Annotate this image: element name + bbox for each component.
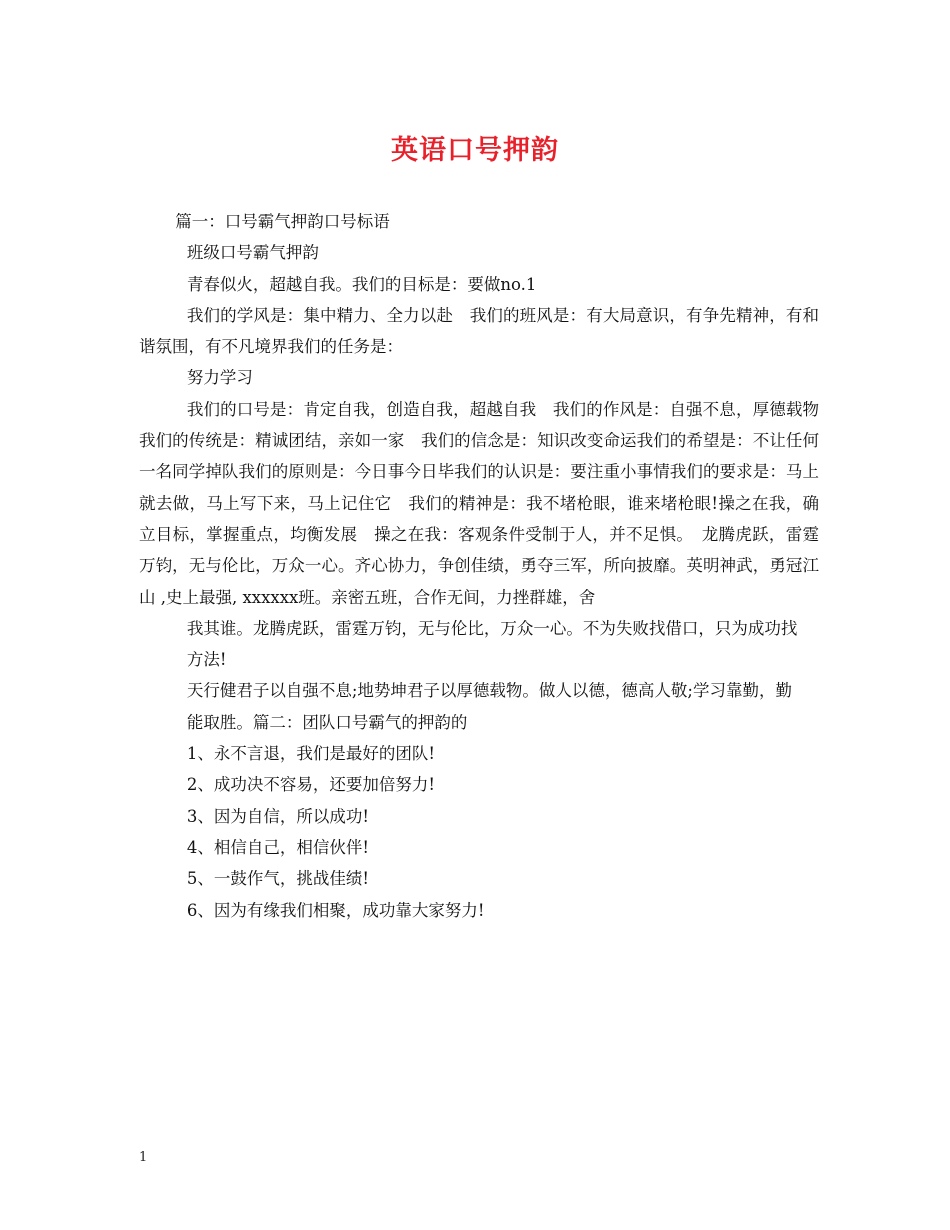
list-item-5: 5、一鼓作气，挑战佳绩! bbox=[186, 869, 369, 889]
paragraph-5: 努力学习 bbox=[186, 368, 253, 388]
page-number: 1 bbox=[139, 1150, 148, 1165]
list-item-1: 1、永不言退，我们是最好的团队! bbox=[186, 744, 435, 764]
paragraph-2: 班级口号霸气押韵 bbox=[186, 243, 319, 263]
paragraph-6: 我们的口号是：肯定自我，创造自我，超越自我 我们的作风是：自强不息，厚德载物 我们的传统是：精诚团结，亲如一家 我们的信念是：知识改变命运我们的希望是：不让任何一名同学掉队我们的原则是：今日事今日毕我们的认识是：要注重小事情我们的要求是：马上就去做，马上写下来，马上记住它 我们的精神是：我不堵枪眼，谁来堵枪眼!操之在我，确立目标，掌握重点，均衡发展 操之在我：客观条件受制于人，并不足惧。 龙腾虎跃，雷霆万钧，无与伦比，万众一心。齐心协力，争创佳绩，勇夺三军，所向披靡。英明神武，勇冠江山 ,史上最强, xxxxxx班。亲密五班，合作无间，力挫群雄，舍 bbox=[139, 399, 836, 607]
paragraph-9: 天行健君子以自强不息;地势坤君子以厚德载物。做人以德，德高人敬;学习靠勤，勤 bbox=[186, 681, 792, 701]
paragraph-10: 能取胜。篇二：团队口号霸气的押韵的 bbox=[186, 712, 468, 732]
document-body bbox=[139, 206, 836, 926]
document-title: 英语口号押韵 bbox=[391, 135, 559, 166]
list-item-4: 4、相信自己，相信伙伴! bbox=[186, 837, 369, 857]
paragraph-4: 我们的学风是：集中精力、全力以赴 我们的班风是：有大局意识，有争先精神，有和谐氛围，有不凡境界我们的任务是： bbox=[139, 305, 819, 357]
paragraph-8: 方法! bbox=[186, 650, 227, 670]
list-item-3: 3、因为自信，所以成功! bbox=[186, 806, 369, 826]
list-item-6: 6、因为有缘我们相聚，成功靠大家努力! bbox=[186, 900, 485, 920]
list-item-2: 2、成功决不容易，还要加倍努力! bbox=[186, 775, 435, 795]
paragraph-1: 篇一：口号霸气押韵口号标语 bbox=[175, 212, 390, 231]
paragraph-3: 青春似火，超越自我。我们的目标是：要做no.1 bbox=[186, 274, 537, 294]
paragraph-7: 我其谁。龙腾虎跃，雷霆万钧，无与伦比，万众一心。不为失败找借口，只为成功找 bbox=[186, 618, 798, 638]
